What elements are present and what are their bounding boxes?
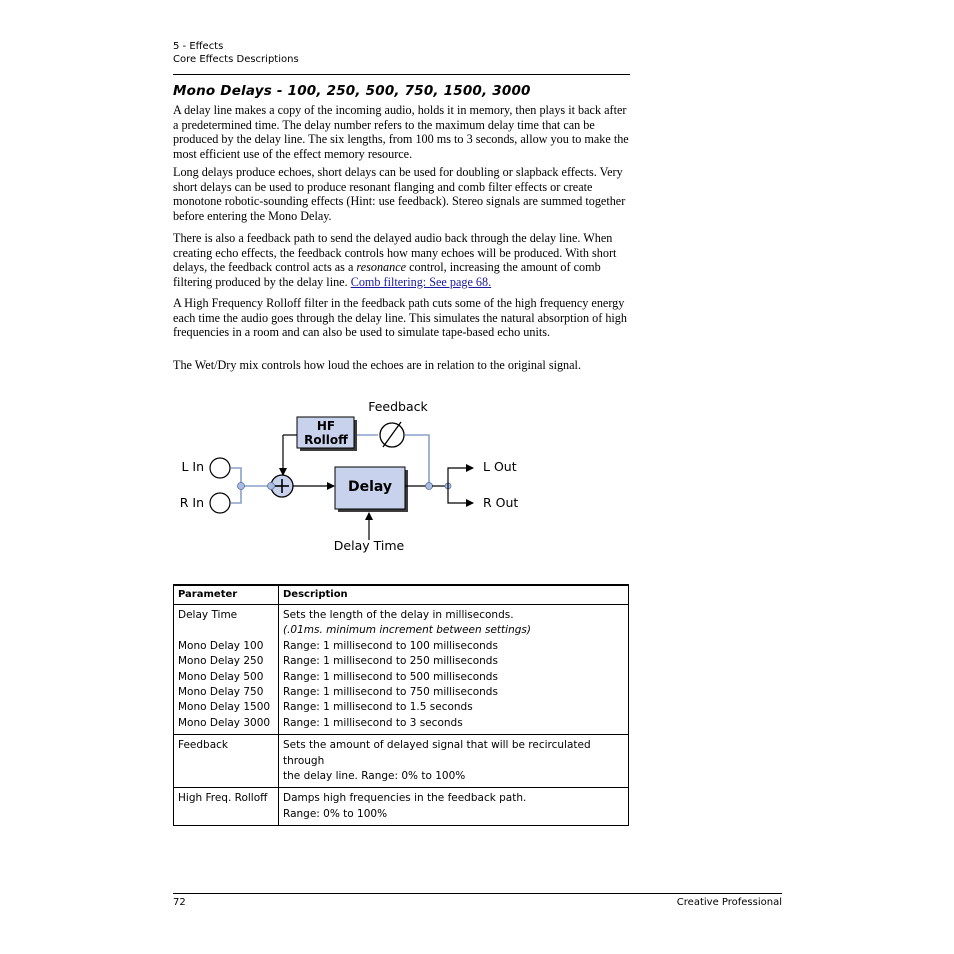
hf-label: HF: [316, 419, 336, 433]
input-junction-node: [238, 483, 245, 490]
r-out-arrow: [448, 486, 473, 503]
delay-time-label: Delay Time: [333, 538, 405, 553]
param-mono-delay-500: Mono Delay 500: [178, 670, 264, 683]
mono-delay-block-diagram: [170, 395, 550, 565]
header-description: Description: [279, 585, 629, 605]
desc-hf-rolloff-line2: Range: 0% to 100%: [283, 807, 388, 820]
l-in-jack-icon: [210, 458, 230, 478]
r-out-label: R Out: [483, 495, 519, 510]
param-mono-delay-750: Mono Delay 750: [178, 686, 264, 699]
resonance-term: resonance: [356, 260, 407, 274]
param-mono-delay-3000: Mono Delay 3000: [178, 716, 271, 729]
r-in-label: R In: [179, 495, 204, 510]
param-feedback: Feedback: [174, 735, 279, 788]
paragraph-long-delays: Long delays produce echoes, short delays can be used for doubling or slapback effects. Very short delays can be used to produce resonant flanging and comb filter effects or create monotone robotic-sounding effects (Hint: use feedback). Stereo signals are summed together before entering the Mono Delay.: [173, 165, 626, 223]
feedback-knob-icon: [380, 422, 404, 447]
page-number: 72: [173, 897, 186, 908]
param-hf-rolloff: High Freq. Rolloff: [174, 788, 279, 826]
comb-filtering-link[interactable]: Comb filtering: See page 68.: [350, 274, 492, 289]
range-mono-delay-1500: Range: 1 millisecond to 1.5 seconds: [283, 701, 473, 714]
l-out-arrow: [448, 468, 473, 486]
header-parameter: Parameter: [174, 585, 279, 605]
running-header-section: Core Effects Descriptions: [173, 54, 299, 65]
parameter-table: [173, 584, 629, 826]
sum-input-node: [268, 483, 275, 490]
param-mono-delay-100: Mono Delay 100: [178, 639, 264, 652]
footer-brand: Creative Professional: [676, 897, 782, 908]
paragraph-feedback-text-b: control, increasing the amount of comb filtering produced by the delay line.: [173, 260, 601, 289]
delay-block: [335, 467, 408, 512]
range-mono-delay-500: Range: 1 millisecond to 500 milliseconds: [283, 670, 498, 683]
desc-delay-time-note: (.01ms. minimum increment between settings): [283, 624, 531, 637]
paragraph-wet-dry: The Wet/Dry mix controls how loud the echoes are in relation to the original signal.: [173, 358, 581, 372]
desc-hf-rolloff-line1: Damps high frequencies in the feedback path.: [283, 792, 527, 805]
output-junction-node: [426, 483, 433, 490]
paragraph-intro: A delay line makes a copy of the incoming audio, holds it in memory, then plays it back after a predetermined time. The delay number refers to the maximum delay time that can be produced by the delay line. The six lengths, from 100 ms to 3 seconds, allow you to make the most efficient use of the effect memory resource.: [173, 103, 629, 161]
paragraph-feedback: [173, 231, 633, 289]
range-mono-delay-750: Range: 1 millisecond to 750 milliseconds: [283, 686, 498, 699]
desc-feedback-line1: Sets the amount of delayed signal that will be recirculated through: [283, 739, 591, 767]
range-mono-delay-100: Range: 1 millisecond to 100 milliseconds: [283, 639, 498, 652]
param-cell: [174, 605, 279, 735]
paragraph-feedback-text-a: There is also a feedback path to send the delayed audio back through the delay line. When creating echo effects, the feedback controls how many echoes will be produced. With short delays, the feedback control acts as a: [173, 231, 617, 274]
table-row-hf-rolloff: [174, 788, 629, 826]
hf-rolloff-block: [297, 417, 357, 451]
input-wires: [231, 468, 271, 503]
param-delay-time: Delay Time: [178, 609, 238, 621]
delay-label: Delay: [347, 479, 393, 495]
footer-rule: [173, 893, 782, 894]
l-in-label: L In: [181, 459, 204, 474]
param-mono-delay-250: Mono Delay 250: [178, 655, 264, 668]
desc-cell: [279, 788, 629, 826]
range-mono-delay-3000: Range: 1 millisecond to 3 seconds: [283, 716, 463, 729]
range-mono-delay-250: Range: 1 millisecond to 250 milliseconds: [283, 655, 498, 668]
feedback-label: Feedback: [368, 399, 428, 414]
running-header-chapter: 5 - Effects: [173, 41, 224, 52]
desc-cell: [279, 735, 629, 788]
table-row-feedback: [174, 735, 629, 788]
desc-feedback-line2: the delay line. Range: 0% to 100%: [283, 770, 466, 783]
desc-cell: [279, 605, 629, 735]
param-mono-delay-1500: Mono Delay 1500: [178, 701, 271, 714]
desc-delay-time: Sets the length of the delay in milliseconds.: [283, 609, 514, 621]
paragraph-hf-rolloff: A High Frequency Rolloff filter in the feedback path cuts some of the high frequency energy each time the audio goes through the delay line. This simulates the natural absorption of high frequencies in a room and can also be used to simulate tape-based echo units.: [173, 296, 627, 339]
r-in-jack-icon: [210, 493, 230, 513]
table-row-delay-time: [174, 605, 629, 735]
section-title: Mono Delays - 100, 250, 500, 750, 1500, 3000: [173, 83, 531, 99]
table-header-row: [174, 585, 629, 605]
rolloff-label: Rolloff: [304, 433, 348, 447]
l-out-label: L Out: [483, 459, 517, 474]
header-rule: [173, 74, 630, 75]
